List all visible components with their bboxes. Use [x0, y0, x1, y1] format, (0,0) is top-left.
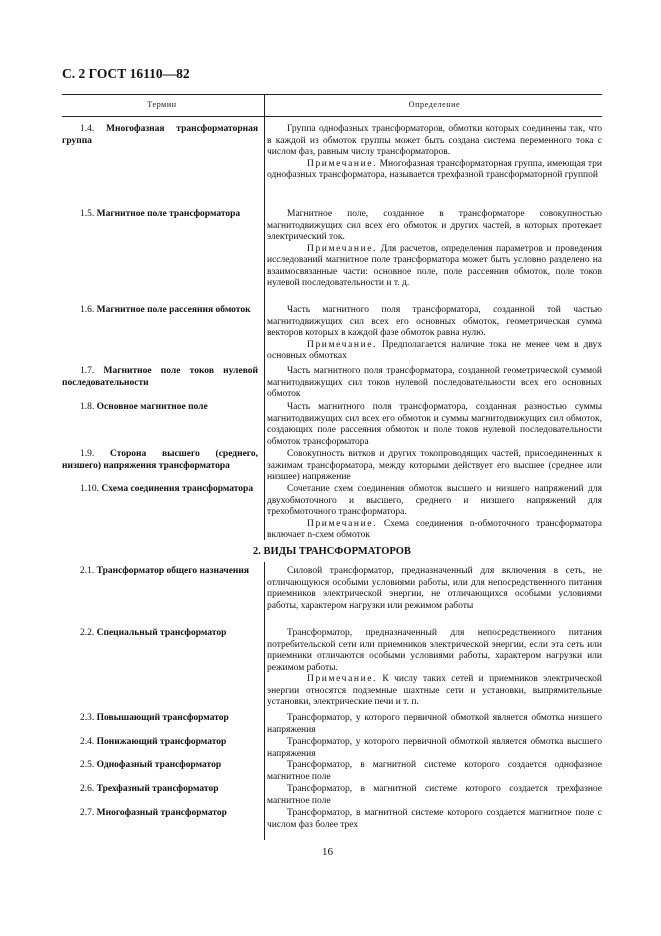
definition-1-7	[267, 366, 602, 401]
definition-1-4	[267, 124, 602, 182]
definition-text: Группа однофазных трансформаторов, обмотки которых соединены так, что в каждой из обмоток группы может быть создана система переменного тока с числом фаз, равным числу трансформаторов.	[267, 124, 602, 157]
column-divider	[264, 94, 265, 540]
term-num: 2.1.	[80, 566, 95, 576]
term-2-3	[62, 713, 258, 725]
term-name: Повышающий трансформатор	[96, 713, 229, 723]
note	[267, 674, 602, 709]
definition-text: Магнитное поле, созданное в трансформаторе совокупностью магнитодвижущих сил всех его обмоток и других частей, в которых протекает электрический ток.	[267, 209, 602, 242]
term-num: 1.5.	[80, 209, 95, 219]
term-num: 2.3.	[80, 713, 95, 723]
term-num: 1.10.	[80, 484, 99, 494]
term-name: Многофазная трансформаторная группа	[62, 124, 258, 146]
definition-2-6	[267, 784, 602, 807]
term-1-8	[62, 402, 258, 414]
note-text: Предполагается наличие тока не менее чем в двух основных обмотках	[267, 339, 602, 361]
definition-2-5	[267, 760, 602, 783]
term-2-2	[62, 628, 258, 640]
note-label: Примечание.	[307, 339, 378, 350]
term-name: Схема соединения трансформатора	[101, 484, 254, 494]
term-1-6	[62, 305, 258, 317]
term-num: 1.4.	[80, 124, 95, 134]
term-num: 2.2.	[80, 628, 95, 638]
term-1-4	[62, 124, 258, 147]
term-name: Однофазный трансформатор	[96, 760, 222, 770]
definition-text: Трансформатор, в магнитной системе которого создается трехфазное магнитное поле	[267, 784, 602, 806]
term-2-6	[62, 784, 258, 796]
note	[267, 159, 602, 182]
definition-text: Трансформатор, у которого первичной обмоткой является обмотка высшего напряжения	[267, 737, 602, 759]
definition-text: Трансформатор, предназначенный для непосредственного питания потребительской сети или приемников электрической энергии, если эта сеть или приемники отличаются особыми условиями работы, характером нагрузки или режимом работы.	[267, 628, 602, 673]
term-1-7	[62, 366, 258, 389]
definition-1-8	[267, 402, 602, 448]
term-1-5	[62, 209, 258, 221]
note-label: Примечание.	[307, 518, 378, 529]
definition-text: Сочетание схем соединения обмоток высшего и низшего напряжений для двухобмоточного и высшего, среднего и низшего напряжений для трехобмоточного трансформатора.	[267, 484, 602, 517]
term-name: Многофазный трансформатор	[96, 808, 227, 818]
definition-1-9	[267, 449, 602, 484]
note-text: Многофазная трансформаторная группа, имеющая три однофазных трансформатора, называется трехфазной трансформаторной группой	[267, 158, 602, 180]
term-name: Магнитное поле трансформатора	[96, 209, 241, 219]
table-top-rule	[62, 94, 602, 95]
definition-text: Трансформатор, в магнитной системе которого создается магнитное поле с числом фаз более трех	[267, 808, 602, 830]
definition-1-5	[267, 209, 602, 290]
definition-text: Силовой трансформатор, предназначенный для включения в сеть, не отличающуюся особыми условиями работы, или для непосредственного питания приемников электрической энергии, не отличающихся особыми условиями работы, характером нагрузки или режимом работы	[267, 566, 602, 611]
term-num: 1.8.	[80, 402, 95, 412]
term-num: 1.7.	[80, 366, 95, 376]
term-num: 1.6.	[80, 305, 95, 315]
definition-1-10	[267, 484, 602, 542]
page-header: С. 2 ГОСТ 16110—82	[62, 66, 190, 81]
note-text: Для расчетов, определения параметров и проведения исследований магнитное поле трансформатора может быть условно разделено на взаимосвязанные части: основное поле, поле рассеяния обмоток, поле токов нулевой последовательности и т. д.	[267, 243, 602, 288]
term-name: Основное магнитное поле	[96, 402, 208, 412]
term-num: 2.5.	[80, 760, 95, 770]
note-label: Примечание.	[307, 674, 378, 684]
definition-2-7	[267, 808, 602, 831]
definition-text: Трансформатор, в магнитной системе которого создается однофазное магнитное поле	[267, 760, 602, 782]
definition-text: Часть магнитного поля трансформатора, созданной той частью магнитодвижущих сил всех его основных обмоток, геометрическая сумма векторов которых в каждой фазе обмоток равна нулю.	[267, 305, 602, 338]
header-definition: Определение	[408, 100, 461, 109]
term-2-4	[62, 737, 258, 749]
header-term: Термин	[147, 100, 177, 109]
term-1-10	[62, 484, 258, 496]
definition-2-4	[267, 737, 602, 760]
definition-text: Часть магнитного поля трансформатора, созданная разностью суммы магнитодвижущих сил всех его обмоток и суммы магнитодвижущих сил обмоток, создающих поле рассеяния обмоток и поле токов нулевой последовательности обмоток трансформатора	[267, 402, 602, 447]
definition-text: Совокупность витков и других токопроводящих частей, присоединенных к зажимам трансформатора, между которыми действует его высшее (среднее или низшее) напряжение	[267, 449, 602, 482]
term-num: 1.9.	[80, 449, 95, 459]
page-number: 16	[322, 846, 333, 858]
note-label: Примечание.	[307, 243, 378, 254]
term-name: Магнитное поле рассеяния обмоток	[96, 305, 251, 315]
note	[267, 244, 602, 290]
definition-text: Трансформатор, у которого первичной обмоткой является обмотка низшего напряжения	[267, 713, 602, 735]
term-num: 2.6.	[80, 784, 95, 794]
note	[267, 519, 602, 542]
term-name: Понижающий трансформатор	[96, 737, 227, 747]
definition-2-3	[267, 713, 602, 736]
column-divider-2	[264, 562, 265, 840]
note	[267, 340, 602, 363]
definition-1-6	[267, 305, 602, 363]
term-2-7	[62, 808, 258, 820]
term-name: Сторона высшего (среднего, низшего) напряжения трансформатора	[62, 449, 258, 471]
term-name: Магнитное поле токов нулевой последовательности	[62, 366, 258, 388]
definition-2-1	[267, 566, 602, 612]
section-title: 2. ВИДЫ ТРАНСФОРМАТОРОВ	[253, 546, 411, 557]
term-num: 2.7.	[80, 808, 95, 818]
term-2-1	[62, 566, 258, 578]
term-1-9	[62, 449, 258, 472]
term-num: 2.4.	[80, 737, 95, 747]
definition-text: Часть магнитного поля трансформатора, созданной геометрической суммой магнитодвижущих сил токов нулевой последовательности всех его основных обмоток	[267, 366, 602, 399]
note-label: Примечание.	[307, 158, 378, 169]
term-name: Трехфазный трансформатор	[96, 784, 219, 794]
term-2-5	[62, 760, 258, 772]
term-name: Специальный трансформатор	[96, 628, 227, 638]
definition-2-2	[267, 628, 602, 709]
term-name: Трансформатор общего назначения	[96, 566, 250, 576]
note-text: К числу таких сетей и приемников электрической энергии относятся подземные шахтные сети и установки, выпрямительные установки, электрические печи и т. п.	[267, 674, 602, 707]
table-header-rule	[62, 116, 602, 117]
note-text: Схема соединения n-обмоточного трансформатора включает n-схем обмоток	[267, 518, 602, 540]
